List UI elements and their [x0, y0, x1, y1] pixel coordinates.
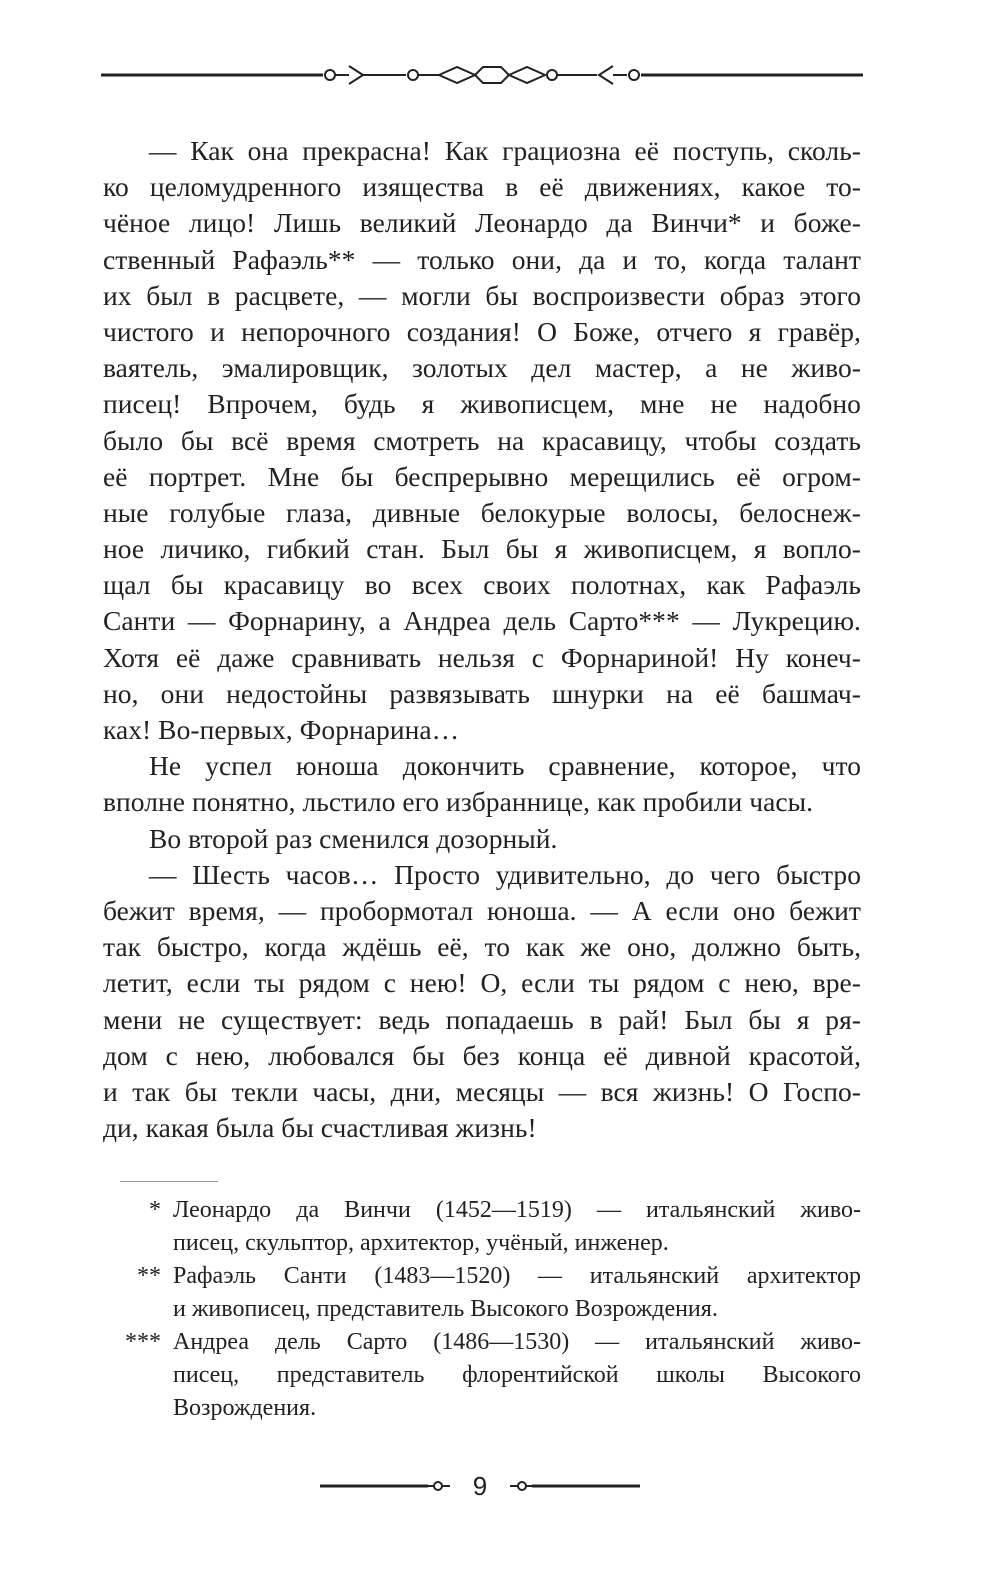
text-line: — Шесть часов… Просто удивительно, до чего быстро: [149, 858, 861, 890]
footnote-mark: **: [137, 1263, 161, 1289]
text-line: писец! Впрочем, будь я живописцем, мне не надобно: [103, 388, 861, 420]
text-line: ко целомудренного изящества в её движениях, какое то-: [103, 171, 861, 203]
text-line: так быстро, когда ждёшь её, то как же оно, должно быть,: [103, 931, 861, 963]
footnote-text: и живописец, представитель Высокого Возрождения.: [173, 1296, 718, 1322]
text-line: бежит время, — пробормотал юноша. — А если оно бежит: [103, 894, 861, 926]
footnote-text: Леонардо да Винчи (1452—1519) — итальянский живо-: [173, 1197, 861, 1223]
page-number: 9: [472, 1471, 488, 1501]
footnote-text: Возрождения.: [173, 1395, 317, 1421]
main-text: [103, 133, 861, 1146]
text-line: Хотя её даже сравнивать нельзя с Форнариной! Ну конеч-: [103, 641, 861, 673]
footnote-text: Рафаэль Санти (1483—1520) — итальянский архитектор: [173, 1263, 861, 1289]
footnote-2-line: [103, 1260, 861, 1293]
text-line: их был в расцвете, — могли бы воспроизвести образ этого: [103, 279, 861, 311]
text-line: Во второй раз сменился дозорный.: [149, 822, 558, 854]
footnote-2-line: [103, 1293, 861, 1326]
text-line: мени не существует: ведь попадаешь в рай! Был бы я ря-: [103, 1003, 861, 1035]
text-line: было бы всё время смотреть на красавицу, чтобы создать: [103, 424, 861, 456]
footnote-3-line: [103, 1392, 861, 1425]
footnote-3-line: [103, 1326, 861, 1359]
text-line: — Как она прекрасна! Как грациозна её поступь, сколь-: [149, 135, 861, 166]
footnote-text: писец, скульптор, архитектор, учёный, инженер.: [173, 1230, 669, 1256]
footnote-text: писец, представитель флорентийской школы Высокого: [173, 1362, 861, 1388]
text-line: щал бы красавицу во всех своих полотнах, как Рафаэль: [103, 569, 861, 601]
page-footer: [320, 1470, 640, 1502]
text-line: Санти — Форнарину, а Андреа дель Сарто*** — Лукрецию.: [103, 605, 861, 637]
footnote-3-line: [103, 1359, 861, 1392]
text-line: дом с нею, любовался бы без конца её дивной красотой,: [103, 1039, 861, 1071]
footnotes: [103, 1194, 861, 1425]
text-line: её портрет. Мне бы беспрерывно мерещились её огром-: [103, 460, 861, 492]
text-line: чёное лицо! Лишь великий Леонардо да Винчи* и боже-: [103, 207, 861, 239]
text-line: чистого и непорочного создания! О Боже, отчего я гравёр,: [103, 315, 861, 347]
text-line: вполне понятно, льстило его избраннице, как пробили часы.: [103, 786, 814, 818]
text-line: и так бы текли часы, дни, месяцы — вся жизнь! О Госпо-: [103, 1075, 861, 1107]
footnote-1-line: [103, 1194, 861, 1227]
footnote-mark: ***: [125, 1329, 161, 1355]
footnote-mark: *: [149, 1197, 161, 1223]
ornament-icon: [101, 60, 863, 90]
footnote-1-line: [103, 1227, 861, 1260]
text-line: но, они недостойны развязывать шнурки на её башмач-: [103, 677, 861, 709]
footnote-separator: [120, 1181, 218, 1182]
text-line: ках! Во-первых, Форнарина…: [103, 714, 460, 745]
footnote-text: Андреа дель Сарто (1486—1530) — итальянский живо-: [173, 1329, 861, 1355]
text-line: ные голубые глаза, дивные белокурые волосы, белоснеж-: [103, 496, 861, 528]
text-line: ди, какая была бы счастливая жизнь!: [103, 1112, 537, 1144]
text-line: ственный Рафаэль** — только они, да и то, когда талант: [103, 243, 861, 275]
text-line: летит, если ты рядом с нею! О, если ты рядом с нею, вре-: [103, 967, 861, 999]
text-line: ваятель, эмалировщик, золотых дел мастер, а не живо-: [103, 352, 861, 384]
header-ornament: [101, 60, 863, 90]
text-line: Не успел юноша докончить сравнение, которое, что: [149, 750, 861, 782]
text-line: ное личико, гибкий стан. Был бы я живописцем, я вопло-: [103, 533, 861, 565]
